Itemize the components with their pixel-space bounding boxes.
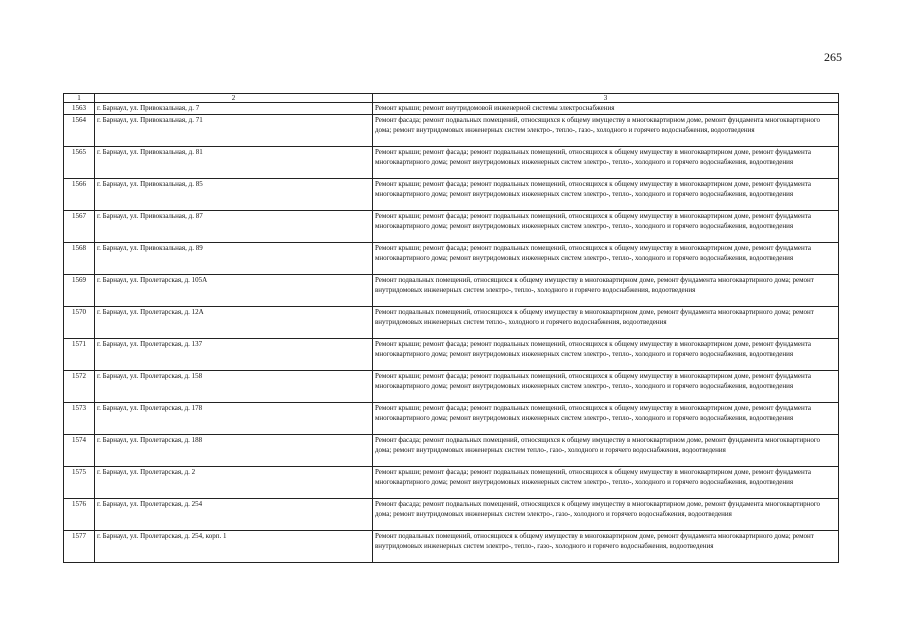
table-row — [64, 103, 839, 115]
column-header-address: 2 — [95, 94, 373, 103]
column-header-works: 3 — [373, 94, 839, 103]
row-number: 1575 — [64, 466, 95, 498]
row-address: г. Барнаул, ул. Пролетарская, д. 254 — [95, 498, 373, 530]
row-works: Ремонт крыши; ремонт фасада; ремонт подвальных помещений, относящихся к общему имуществу в многоквартирном доме, ремонт фундамента многоквартирного дома; ремонт внутридомовых инженерных систем электро-, тепло-, холодного и горячего водоснабжения, водоотведения — [373, 242, 839, 274]
table-header — [64, 94, 839, 103]
row-address: г. Барнаул, ул. Привокзальная, д. 81 — [95, 146, 373, 178]
table-row — [64, 274, 839, 306]
row-address: г. Барнаул, ул. Привокзальная, д. 87 — [95, 210, 373, 242]
row-works: Ремонт крыши; ремонт фасада; ремонт подвальных помещений, относящихся к общему имуществу в многоквартирном доме, ремонт фундамента многоквартирного дома; ремонт внутридомовых инженерных систем электро-, тепло-, холодного и горячего водоснабжения, водоотведения — [373, 466, 839, 498]
repair-register-table — [63, 93, 839, 563]
row-works: Ремонт фасада; ремонт подвальных помещений, относящихся к общему имуществу в многоквартирном доме, ремонт фундамента многоквартирного дома; ремонт внутридомовых инженерных систем электро-, тепло-, газо-, холодного и горячего водоснабжения, водоотведения — [373, 114, 839, 146]
row-works: Ремонт крыши; ремонт внутридомовой инженерной системы электроснабжения — [373, 103, 839, 115]
page-number: 265 — [824, 50, 842, 64]
row-works: Ремонт подвальных помещений, относящихся к общему имуществу в многоквартирном доме, ремонт фундамента многоквартирного дома; ремонт внутридомовых инженерных систем электро-, тепло-, холодного и горячего водоснабжения, водоотведения — [373, 274, 839, 306]
table-row — [64, 498, 839, 530]
table-row — [64, 530, 839, 562]
row-address: г. Барнаул, ул. Пролетарская, д. 158 — [95, 370, 373, 402]
table-row — [64, 178, 839, 210]
row-address: г. Барнаул, ул. Привокзальная, д. 85 — [95, 178, 373, 210]
row-number: 1568 — [64, 242, 95, 274]
table-row — [64, 306, 839, 338]
row-number: 1564 — [64, 114, 95, 146]
row-number: 1572 — [64, 370, 95, 402]
row-address: г. Барнаул, ул. Пролетарская, д. 188 — [95, 434, 373, 466]
table-row — [64, 434, 839, 466]
table-row — [64, 210, 839, 242]
row-works: Ремонт крыши; ремонт фасада; ремонт подвальных помещений, относящихся к общему имуществу в многоквартирном доме, ремонт фундамента многоквартирного дома; ремонт внутридомовых инженерных систем электро-, тепло-, холодного и горячего водоснабжения, водоотведения — [373, 338, 839, 370]
table-body — [64, 103, 839, 563]
row-number: 1571 — [64, 338, 95, 370]
row-works: Ремонт крыши; ремонт фасада; ремонт подвальных помещений, относящихся к общему имуществу в многоквартирном доме, ремонт фундамента многоквартирного дома; ремонт внутридомовых инженерных систем электро-, тепло-, холодного и горячего водоснабжения, водоотведения — [373, 210, 839, 242]
row-address: г. Барнаул, ул. Пролетарская, д. 254, корп. 1 — [95, 530, 373, 562]
row-address: г. Барнаул, ул. Привокзальная, д. 7 — [95, 103, 373, 115]
row-works: Ремонт подвальных помещений, относящихся к общему имуществу в многоквартирном доме, ремонт фундамента многоквартирного дома; ремонт внутридомовых инженерных систем электро-, тепло-, газо-, холодного и горячего водоснабжения, водоотведения — [373, 530, 839, 562]
row-works: Ремонт крыши; ремонт фасада; ремонт подвальных помещений, относящихся к общему имуществу в многоквартирном доме, ремонт фундамента многоквартирного дома; ремонт внутридомовых инженерных систем электро-, тепло-, холодного и горячего водоснабжения, водоотведения — [373, 146, 839, 178]
row-works: Ремонт фасада; ремонт подвальных помещений, относящихся к общему имуществу в многоквартирном доме, ремонт фундамента многоквартирного дома; ремонт внутридомовых инженерных систем тепло-, газо-, холодного и горячего водоснабжения, водоотведения — [373, 434, 839, 466]
table-row — [64, 466, 839, 498]
row-works: Ремонт крыши; ремонт фасада; ремонт подвальных помещений, относящихся к общему имуществу в многоквартирном доме, ремонт фундамента многоквартирного дома; ремонт внутридомовых инженерных систем электро-, тепло-, холодного и горячего водоснабжения, водоотведения — [373, 178, 839, 210]
row-address: г. Барнаул, ул. Пролетарская, д. 105А — [95, 274, 373, 306]
row-works: Ремонт крыши; ремонт фасада; ремонт подвальных помещений, относящихся к общему имуществу в многоквартирном доме, ремонт фундамента многоквартирного дома; ремонт внутридомовых инженерных систем электро-, тепло-, холодного и горячего водоснабжения, водоотведения — [373, 402, 839, 434]
row-number: 1570 — [64, 306, 95, 338]
row-number: 1577 — [64, 530, 95, 562]
row-number: 1574 — [64, 434, 95, 466]
row-number: 1573 — [64, 402, 95, 434]
table-row — [64, 370, 839, 402]
row-works: Ремонт крыши; ремонт фасада; ремонт подвальных помещений, относящихся к общему имуществу в многоквартирном доме, ремонт фундамента многоквартирного дома; ремонт внутридомовых инженерных систем электро-, тепло-, холодного и горячего водоснабжения, водоотведения — [373, 370, 839, 402]
row-number: 1566 — [64, 178, 95, 210]
row-address: г. Барнаул, ул. Привокзальная, д. 71 — [95, 114, 373, 146]
table-row — [64, 146, 839, 178]
row-number: 1567 — [64, 210, 95, 242]
column-header-number: 1 — [64, 94, 95, 103]
row-number: 1576 — [64, 498, 95, 530]
row-address: г. Барнаул, ул. Пролетарская, д. 2 — [95, 466, 373, 498]
row-works: Ремонт подвальных помещений, относящихся к общему имуществу в многоквартирном доме, ремонт фундамента многоквартирного дома; ремонт внутридомовых инженерных систем тепло-, холодного и горячего водоснабжения, водоотведения — [373, 306, 839, 338]
row-number: 1565 — [64, 146, 95, 178]
table-row — [64, 242, 839, 274]
table-row — [64, 338, 839, 370]
row-address: г. Барнаул, ул. Пролетарская, д. 12А — [95, 306, 373, 338]
table-row — [64, 402, 839, 434]
row-address: г. Барнаул, ул. Пролетарская, д. 137 — [95, 338, 373, 370]
row-address: г. Барнаул, ул. Пролетарская, д. 178 — [95, 402, 373, 434]
row-address: г. Барнаул, ул. Привокзальная, д. 89 — [95, 242, 373, 274]
row-number: 1563 — [64, 103, 95, 115]
row-number: 1569 — [64, 274, 95, 306]
row-works: Ремонт фасада; ремонт подвальных помещений, относящихся к общему имуществу в многоквартирном доме, ремонт фундамента многоквартирного дома; ремонт внутридомовых инженерных систем электро-, газо-, холодного и горячего водоснабжения, водоотведения — [373, 498, 839, 530]
table-row — [64, 114, 839, 146]
